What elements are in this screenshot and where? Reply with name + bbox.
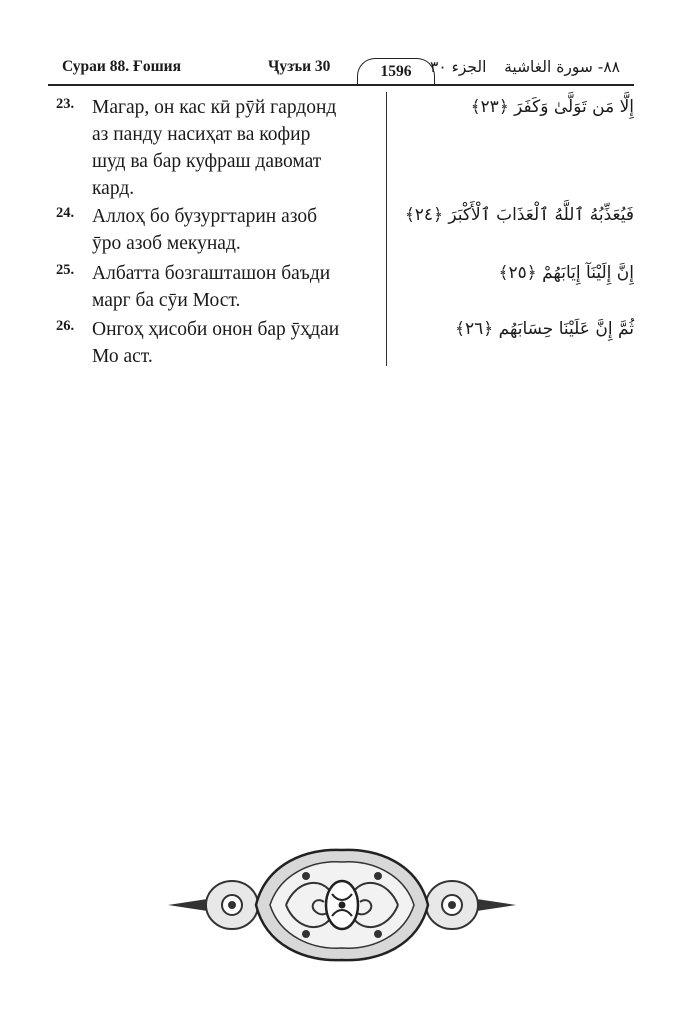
verse-arabic-23: إِلَّا مَن تَوَلَّىٰ وَكَفَرَ ﴿٢٣﴾	[470, 97, 634, 117]
verse-23	[48, 94, 384, 199]
verse-25	[48, 260, 384, 314]
juz-label: Ҷузъи 30	[268, 58, 331, 75]
verse-arabic-24: فَيُعَذِّبُهُ ٱللَّهُ ٱلْعَذَابَ ٱلْأَكْبَرَ ﴿٢٤﴾	[404, 205, 634, 225]
ornament-icon	[166, 846, 518, 964]
surah-title: Сураи 88. Ғошия	[62, 58, 181, 75]
page-header	[48, 0, 634, 96]
ornament-petal	[302, 872, 310, 880]
ornament-petal	[374, 930, 382, 938]
verse-number: 25.	[56, 262, 75, 278]
verse-line: шуд ва бар куфраш давомат	[92, 151, 322, 172]
verse-line: Онгоҳ ҳисоби онон бар ӯҳдаи	[92, 319, 340, 340]
verse-26	[48, 316, 384, 370]
verse-number: 23.	[56, 96, 75, 112]
juz-label-arabic: الجزء ٣٠	[430, 58, 487, 76]
header-rule	[48, 84, 634, 86]
verse-number: 26.	[56, 318, 75, 334]
verse-translation	[92, 203, 392, 257]
verse-line: Мо аст.	[92, 346, 153, 367]
verse-translation	[92, 94, 392, 202]
verse-number: 24.	[56, 205, 75, 221]
surah-title-arabic: ٨٨- سورة الغاشية	[504, 58, 620, 76]
verse-arabic-26: ثُمَّ إِنَّ عَلَيْنَا حِسَابَهُم ﴿٢٦﴾	[454, 319, 634, 339]
page-number: 1596	[357, 58, 435, 85]
verse-translation	[92, 260, 392, 314]
verse-translation	[92, 316, 392, 370]
verse-line: кард.	[92, 178, 135, 199]
verse-line: аз панду насиҳат ва кофир	[92, 124, 311, 145]
verse-arabic-25: إِنَّ إِلَيْنَآ إِيَابَهُمْ ﴿٢٥﴾	[498, 263, 634, 283]
verse-line: Албатта бозгашташон баъди	[92, 263, 331, 284]
ornament-petal	[374, 872, 382, 880]
verse-24	[48, 203, 384, 257]
verse-line: ӯро азоб мекунад.	[92, 233, 241, 254]
ornament-right-center	[448, 901, 456, 909]
verse-line: марг ба сӯи Мост.	[92, 290, 241, 311]
verse-line: Магар, он кас кӣ рӯй гардонд	[92, 97, 337, 118]
ornament-petal	[302, 930, 310, 938]
verse-line: Аллоҳ бо бузургтарин азоб	[92, 206, 318, 227]
ornament-center-dot	[339, 902, 346, 909]
ornament-left-center	[228, 901, 236, 909]
